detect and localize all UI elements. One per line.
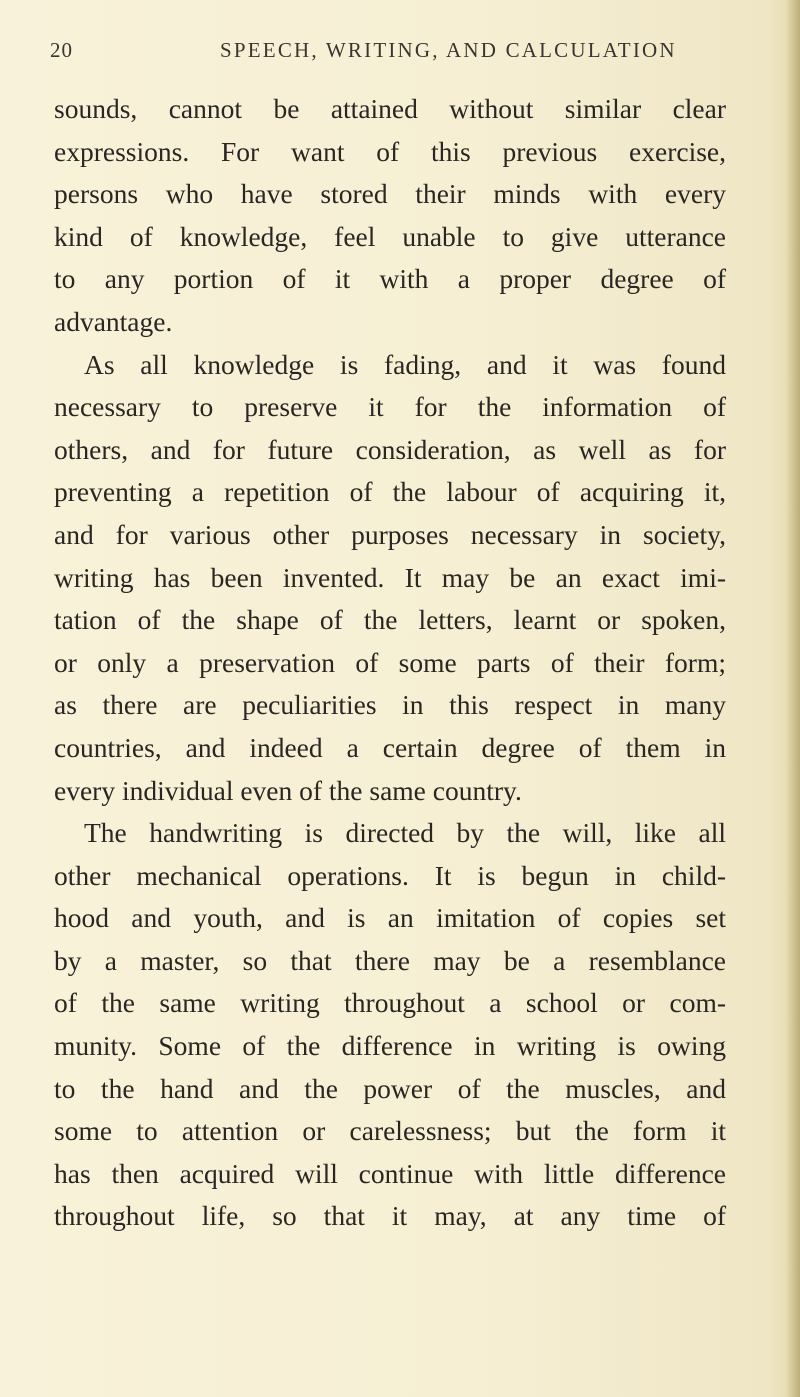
text-line: tation of the shape of the letters, learnt or spoken, [54, 604, 726, 636]
text-line: and for various other purposes necessary in society, [54, 518, 726, 550]
body-text [54, 88, 726, 1238]
text-line: persons who have stored their minds with every [54, 178, 726, 210]
text-line: As all knowledge is fading, and it was found [84, 348, 726, 380]
text-line: has then acquired will continue with little difference [54, 1157, 726, 1189]
text-line: advantage. [54, 305, 173, 337]
text-line: some to attention or carelessness; but the form it [54, 1115, 726, 1147]
text-line: others, and for future consideration, as well as for [54, 433, 726, 465]
page-number: 20 [50, 38, 73, 62]
page-edge-shadow [786, 0, 800, 1397]
text-line: preventing a repetition of the labour of acquiring it, [54, 476, 726, 508]
text-line: expressions. For want of this previous exercise, [54, 135, 726, 167]
running-head: SPEECH, WRITING, AND CALCULATION [220, 38, 677, 62]
text-line: countries, and indeed a certain degree of them in [54, 731, 726, 763]
page-header [50, 38, 750, 68]
text-line: by a master, so that there may be a resemblance [54, 944, 726, 976]
text-line: to any portion of it with a proper degree of [54, 263, 726, 295]
text-line: or only a preservation of some parts of their form; [54, 646, 726, 678]
text-line: writing has been invented. It may be an exact imi- [54, 561, 726, 593]
text-line: every individual even of the same country. [54, 774, 522, 806]
text-line: necessary to preserve it for the information of [54, 391, 726, 423]
text-line: hood and youth, and is an imitation of copies set [54, 902, 726, 934]
text-line: of the same writing throughout a school or com- [54, 987, 726, 1019]
text-line: munity. Some of the difference in writing is owing [54, 1030, 726, 1062]
text-line: kind of knowledge, feel unable to give utterance [54, 220, 726, 252]
text-line: other mechanical operations. It is begun in child- [54, 859, 726, 891]
text-line: sounds, cannot be attained without similar clear [54, 93, 726, 124]
text-line: throughout life, so that it may, at any time of [54, 1200, 726, 1232]
text-line: as there are peculiarities in this respect in many [54, 689, 726, 721]
text-line: to the hand and the power of the muscles, and [54, 1072, 726, 1104]
text-line: The handwriting is directed by the will, like all [84, 817, 726, 849]
